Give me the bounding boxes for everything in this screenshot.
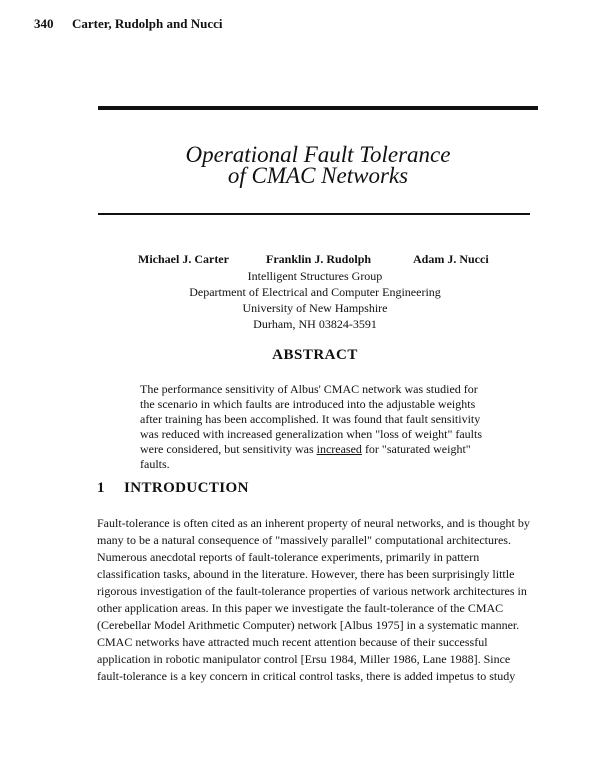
body-line: classification tasks, abound in the literature. However, there has been surprisingly little <box>97 567 515 581</box>
abstract-line: faults. <box>140 457 170 471</box>
title-rule-bottom <box>98 213 530 215</box>
body-line: application in robotic manipulator control [Ersu 1984, Miller 1986, Lane 1988]. Since <box>97 652 511 666</box>
body-line: other application areas. In this paper we investigate the fault-tolerance of the CMAC <box>97 601 504 615</box>
body-line: (Cerebellar Model Arithmetic Computer) network [Albus 1975] in a systematic manner. <box>97 618 520 632</box>
abstract-line <box>140 442 471 457</box>
affiliation-group: Intelligent Structures Group <box>247 269 383 283</box>
paper-title-line-2: of CMAC Networks <box>227 163 409 188</box>
abstract-line: The performance sensitivity of Albus' CMAC network was studied for <box>140 382 478 396</box>
abstract-line: was reduced with increased generalization when "loss of weight" faults <box>140 427 483 441</box>
body-line: rigorous investigation of the fault-tolerance properties of various network architectures in <box>97 584 527 598</box>
affiliation-address: Durham, NH 03824-3591 <box>253 317 377 331</box>
section-title: INTRODUCTION <box>124 480 249 496</box>
body-line: Numerous anecdotal reports of fault-tolerance experiments, primarily in pattern <box>97 550 480 564</box>
abstract-heading: ABSTRACT <box>272 347 358 363</box>
running-head <box>34 16 222 32</box>
running-head-authors: Carter, Rudolph and Nucci <box>72 16 223 31</box>
page-number: 340 <box>34 16 54 31</box>
body-line: many to be a natural consequence of "massively parallel" computational architectures. <box>97 533 511 547</box>
paper-title-line-1: Operational Fault Tolerance <box>185 142 451 167</box>
abstract-line-text: for "saturated weight" <box>361 442 471 456</box>
body-line: Fault-tolerance is often cited as an inherent property of neural networks, and is thought by <box>97 516 530 530</box>
author-3: Adam J. Nucci <box>413 252 489 266</box>
abstract-line: after training has been accomplished. It was found that fault sensitivity <box>140 412 481 426</box>
body-line: CMAC networks have attracted much recent attention because of their successful <box>97 635 488 649</box>
title-rule-top <box>98 106 538 110</box>
abstract-emphasis: increased <box>316 442 362 456</box>
section-number: 1 <box>97 480 105 496</box>
abstract-line-text: were considered, but sensitivity was <box>140 442 317 456</box>
affiliation-department: Department of Electrical and Computer Engineering <box>189 285 441 299</box>
author-1: Michael J. Carter <box>138 252 229 266</box>
author-2: Franklin J. Rudolph <box>266 252 372 266</box>
body-line: fault-tolerance is a key concern in critical control tasks, there is added impetus to study <box>97 669 516 683</box>
abstract-line: the scenario in which faults are introduced into the adjustable weights <box>140 397 476 411</box>
affiliation-university: University of New Hampshire <box>242 301 388 315</box>
